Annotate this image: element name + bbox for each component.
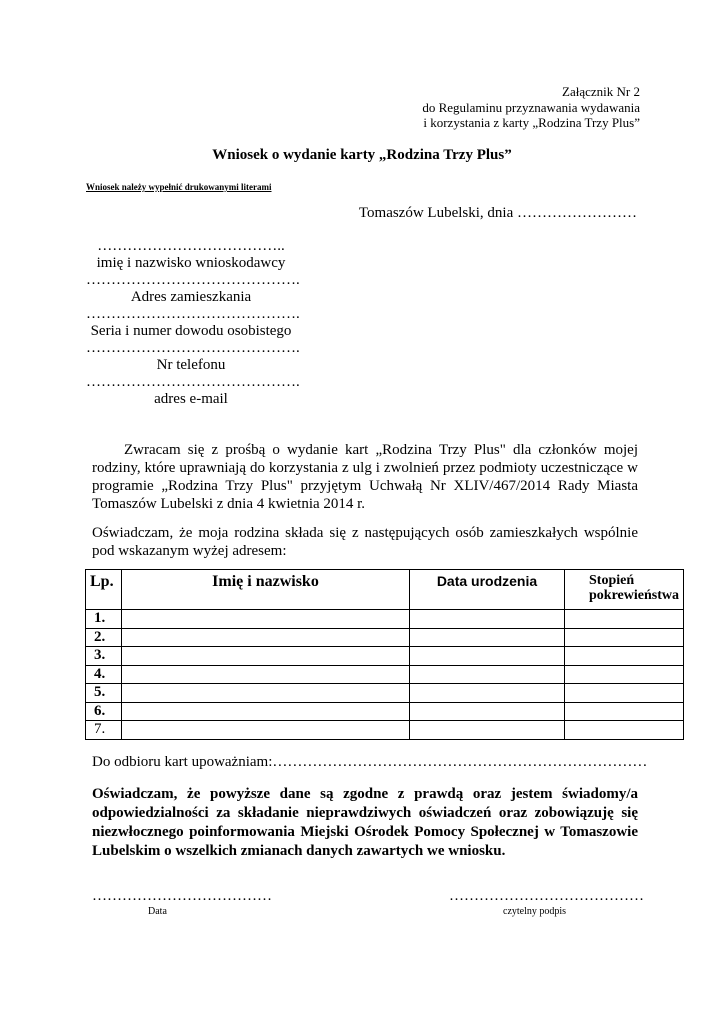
place-date-field[interactable]: Tomaszów Lubelski, dnia …………………… [358,205,637,221]
signature-line[interactable]: ………………………………… [449,888,644,904]
birth-date-cell[interactable] [410,628,565,647]
family-statement: Oświadczam, że moja rodzina składa się z następujących osób zamieszkałych wspólnie pod wskazanym wyżej adresem: [92,525,638,559]
birth-date-cell[interactable] [410,684,565,703]
row-number: 6. [86,702,122,721]
applicant-name-label: imię i nazwisko wnioskodawcy [96,255,286,271]
declaration-statement: Oświadczam, że powyższe dane są zgodne z prawdą oraz jestem świadomy/a odpowiedzialności za składanie nieprawdziwych oświadczeń oraz zobowiązuję się niezwłocznego poinformowania Miejski Ośrodek Pomocy Społecznej w Tomaszowie Lubelskim o wszelkich zmianach danych zawartych we wniosku. [92,786,638,859]
birth-date-cell[interactable] [410,610,565,629]
row-number: 5. [86,684,122,703]
table-row [86,647,684,666]
header-birth-date: Data urodzenia [410,570,565,610]
table-row [86,665,684,684]
relationship-cell[interactable] [565,684,684,703]
table-row [86,721,684,740]
header-relationship [565,570,684,610]
address-dots[interactable]: ……………………………………. [86,272,300,288]
birth-date-cell[interactable] [410,721,565,740]
relationship-cell[interactable] [565,665,684,684]
signature-label: czytelny podpis [503,906,567,917]
name-cell[interactable] [122,647,410,666]
birth-date-cell[interactable] [410,665,565,684]
relationship-cell[interactable] [565,610,684,629]
family-members-table [85,569,684,740]
id-card-dots[interactable]: ……………………………………. [86,306,300,322]
relationship-cell[interactable] [565,647,684,666]
address-label: Adres zamieszkania [130,289,252,305]
row-number: 1. [86,610,122,629]
name-cell[interactable] [122,684,410,703]
birth-date-cell[interactable] [410,702,565,721]
applicant-fields [86,238,300,408]
relationship-cell[interactable] [565,721,684,740]
phone-label: Nr telefonu [156,357,226,373]
applicant-name-dots[interactable]: ……………………………….. [97,238,285,254]
header-relationship-line1: Stopień [589,573,635,588]
name-cell[interactable] [122,610,410,629]
header-lp: Lp. [86,570,122,610]
table-row [86,684,684,703]
relationship-cell[interactable] [565,702,684,721]
date-label: Data [148,906,167,917]
id-card-label: Seria i numer dowodu osobistego [90,323,292,339]
birth-date-cell[interactable] [410,647,565,666]
name-cell[interactable] [122,628,410,647]
annex-header [422,84,640,131]
date-signature-line[interactable]: ……………………………… [92,888,272,904]
name-cell[interactable] [122,702,410,721]
table-row [86,610,684,629]
phone-dots[interactable]: ……………………………………. [86,340,300,356]
table-header-row [86,570,684,610]
table-row [86,628,684,647]
pickup-authorization-field[interactable]: Do odbioru kart upoważniam:………………………………………………………………… [92,754,648,770]
row-number: 7. [86,721,122,740]
name-cell[interactable] [122,721,410,740]
table-row [86,702,684,721]
annex-line-1: Załącznik Nr 2 [562,84,640,99]
row-number: 2. [86,628,122,647]
email-dots[interactable]: ……………………………………. [86,374,300,390]
annex-line-2: do Regulaminu przyznawania wydawania [422,99,640,115]
header-name: Imię i nazwisko [122,570,410,610]
annex-line-3: i korzystania z karty „Rodzina Trzy Plus” [423,115,640,130]
row-number: 4. [86,665,122,684]
email-label: adres e-mail [154,391,228,407]
header-relationship-line2: pokrewieństwa [589,588,679,603]
document-title: Wniosek o wydanie karty „Rodzina Trzy Plus” [212,147,512,163]
relationship-cell[interactable] [565,628,684,647]
row-number: 3. [86,647,122,666]
request-paragraph: Zwracam się z prośbą o wydanie kart „Rodzina Trzy Plus" dla członków mojej rodziny, które uprawniają do korzystania z ulg i zwolnień przez podmioty uczestniczące w programie „Rodzina Trzy Plus" przyjętym Uchwałą Nr XLIV/467/2014 Rady Miasta Tomaszów Lubelski z dnia 4 kwietnia 2014 r. [92,442,638,512]
name-cell[interactable] [122,665,410,684]
fill-instruction: Wniosek należy wypełnić drukowanymi literami [86,182,272,192]
